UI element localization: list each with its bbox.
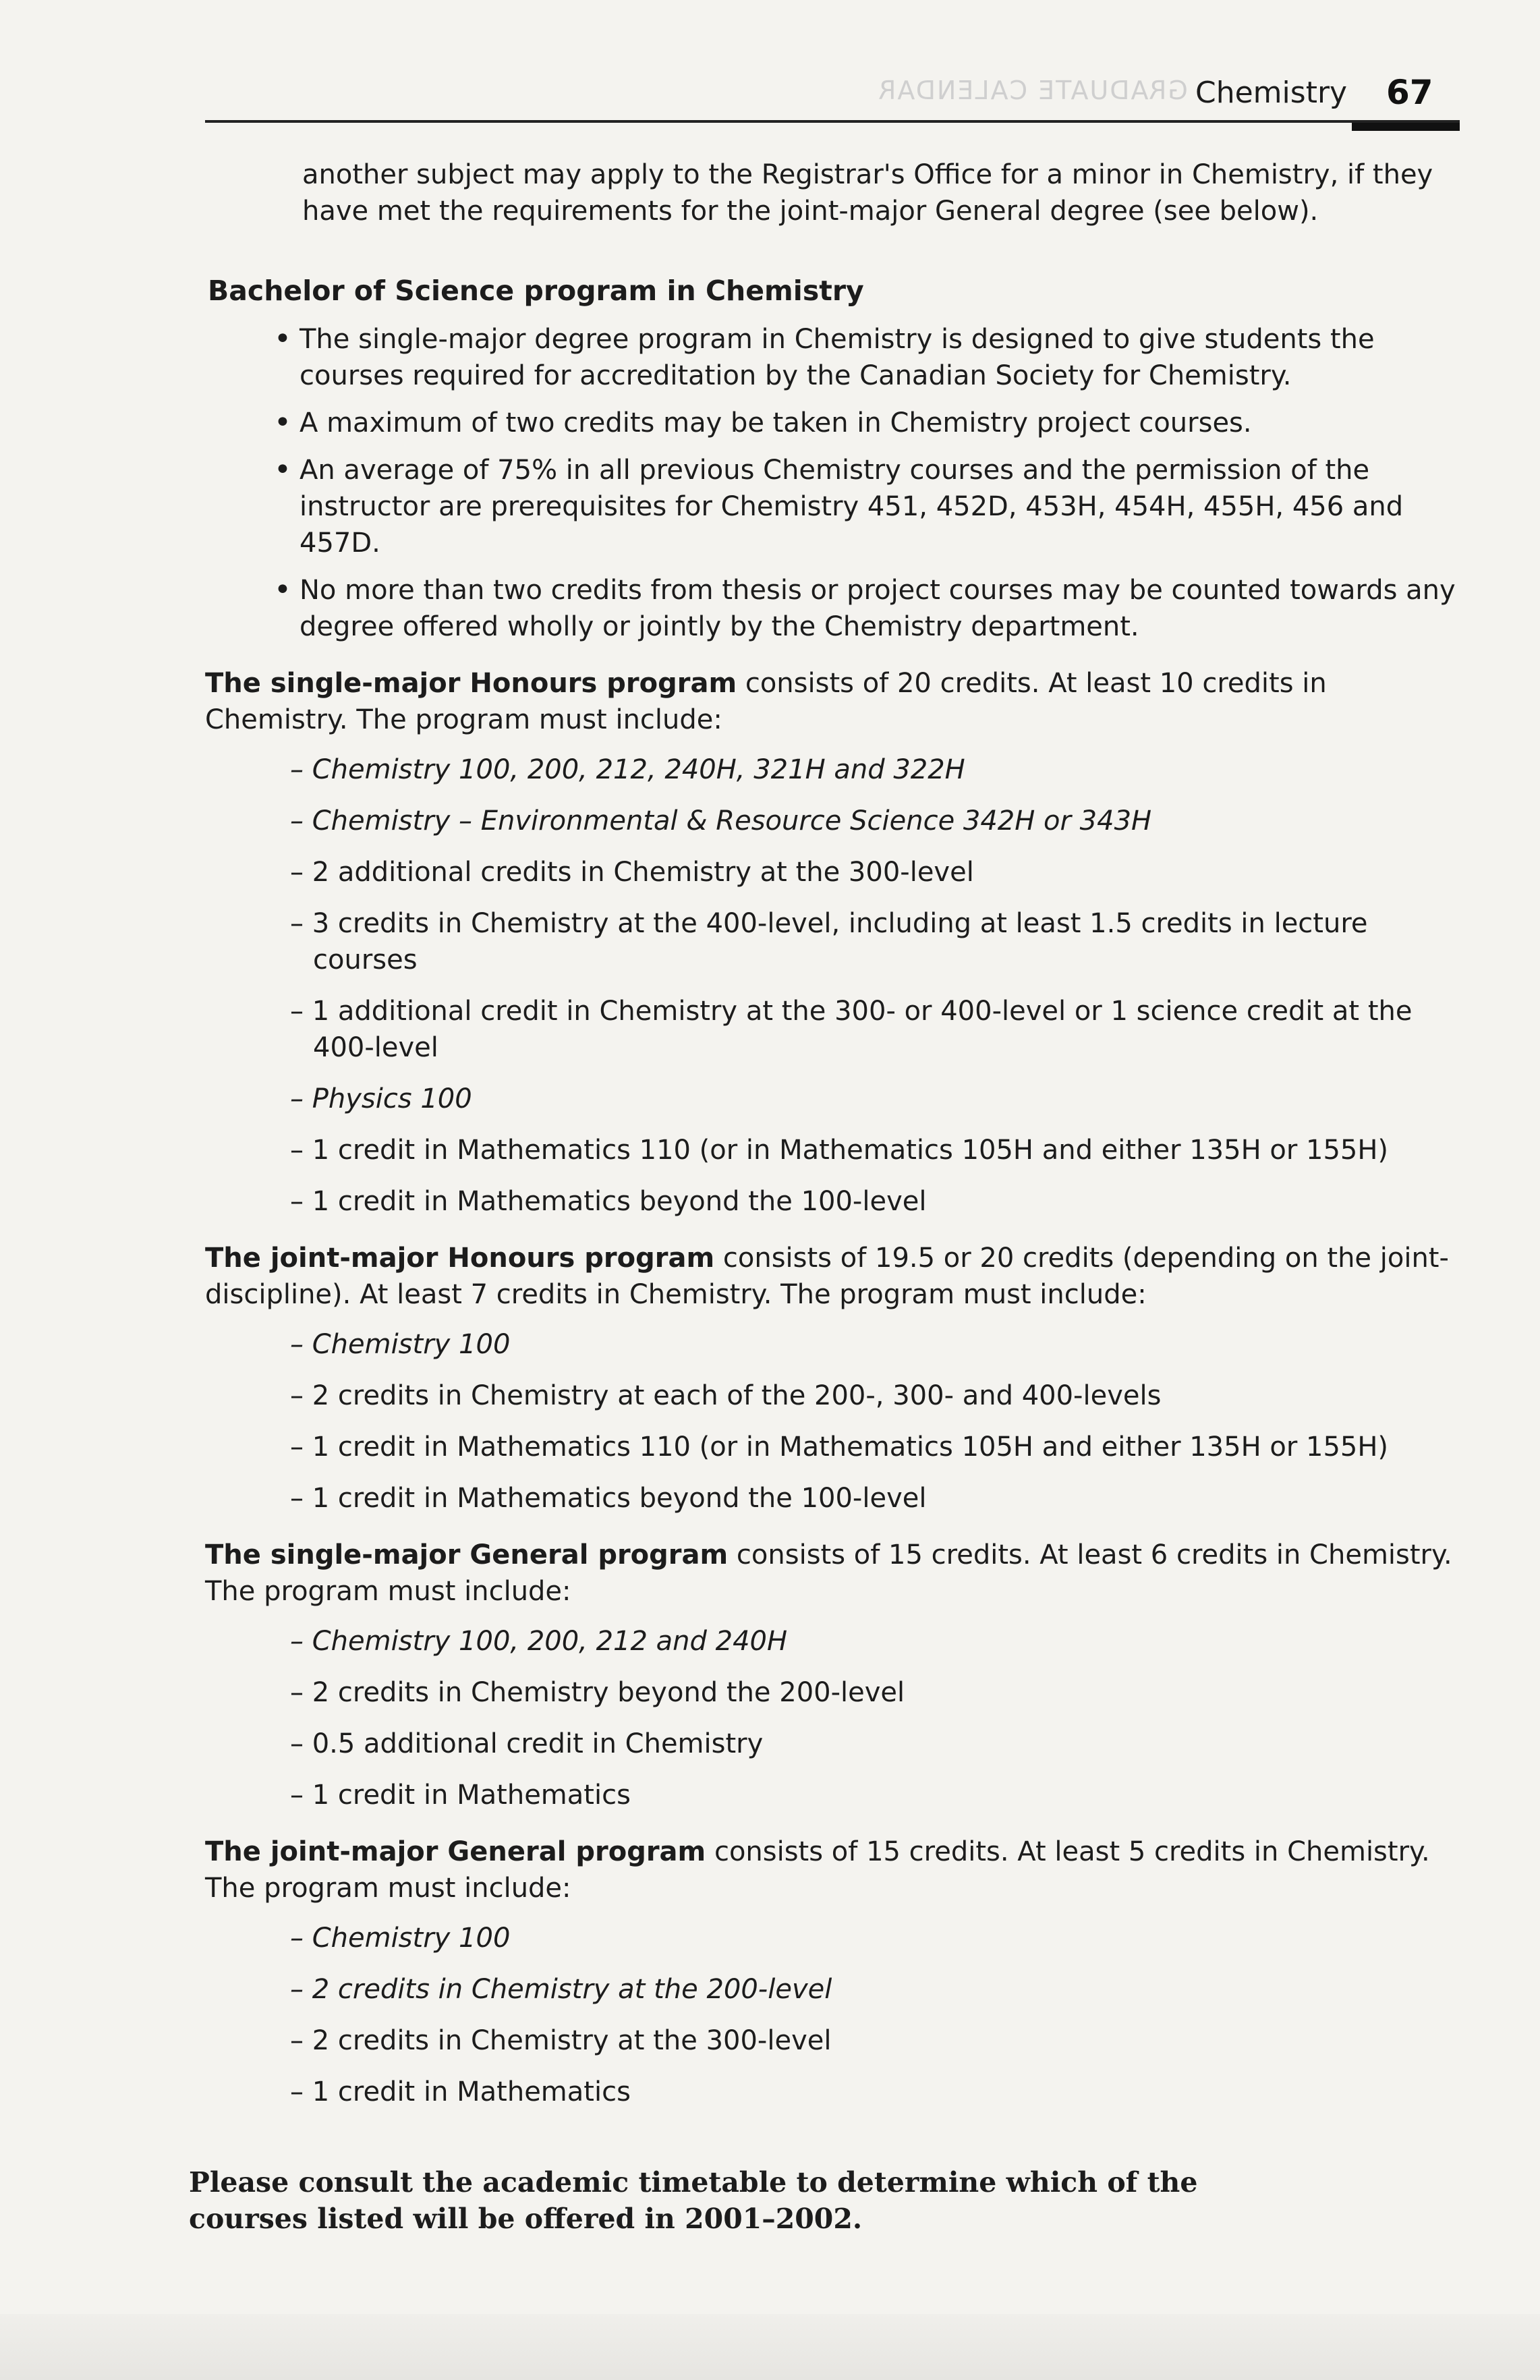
requirement-item: – Chemistry 100, 200, 212 and 240H (290, 1626, 788, 1657)
requirement-item: – 0.5 additional credit in Chemistry (290, 1728, 764, 1759)
program-title: The single-major General program (205, 1539, 729, 1570)
requirement-item: – 1 credit in Mathematics 110 (or in Mathematics 105H and either 135H or 155H) (290, 1135, 1389, 1166)
single-general-paragraph (205, 1537, 1471, 1610)
program-description: consists of 15 credits. At least 6 credits in Chemistry. The program must include: (205, 1539, 1452, 1607)
requirement-item: – Chemistry – Environmental & Resource Science 342H or 343H (290, 805, 1152, 837)
requirement-item: – 2 additional credits in Chemistry at the 300-level (290, 857, 974, 888)
requirement-item: – 1 credit in Mathematics beyond the 100-level (290, 1483, 927, 1514)
page-number: 67 (1386, 73, 1433, 112)
joint-general-paragraph (205, 1834, 1471, 1906)
requirement-item: – 1 credit in Mathematics (290, 2076, 631, 2107)
page-content (189, 157, 1471, 2237)
single-honours-requirements (189, 752, 1471, 1220)
requirement-item: – 1 credit in Mathematics (290, 1780, 631, 1811)
bullet-item: • No more than two credits from thesis or project courses may be counted towards any degree offered wholly or jointly by the Chemistry department. (300, 572, 1471, 645)
page-bottom-edge (0, 2314, 1540, 2380)
bullet-item: • The single-major degree program in Chemistry is designed to give students the courses required for accreditation by the Canadian Society for Chemistry. (300, 321, 1471, 394)
single-honours-paragraph (205, 665, 1471, 738)
requirement-item: – 2 credits in Chemistry at the 300-level (290, 2025, 832, 2056)
requirement-item: – Chemistry 100, 200, 212, 240H, 321H and 322H (290, 754, 965, 785)
joint-honours-requirements (189, 1326, 1471, 1517)
requirement-item: – 2 credits in Chemistry at the 200-level (290, 1974, 832, 2005)
bsc-bullet-list (189, 321, 1471, 645)
requirement-item: – 2 credits in Chemistry at each of the 200-, 300- and 400-levels (290, 1380, 1162, 1411)
requirement-item: – 2 credits in Chemistry beyond the 200-level (290, 1677, 905, 1708)
requirement-item: – Chemistry 100 (290, 1329, 511, 1360)
program-description: consists of 20 credits. At least 10 credits in Chemistry. The program must include: (205, 668, 1327, 735)
program-title: The single-major Honours program (205, 668, 737, 699)
running-header-mirrored: GRADUATE CALENDAR (877, 76, 1188, 105)
joint-general-requirements (189, 1920, 1471, 2110)
requirement-item: – Physics 100 (290, 1083, 472, 1114)
header-rule (205, 120, 1460, 123)
timetable-notice: Please consult the academic timetable to determine which of the courses listed will be offered in 2001–2002. (189, 2166, 1198, 2235)
requirement-item: – 1 additional credit in Chemistry at the 300- or 400-level or 1 science credit at the 400-level (290, 996, 1413, 1063)
requirement-item: – Chemistry 100 (290, 1923, 511, 1954)
bullet-item: • An average of 75% in all previous Chemistry courses and the permission of the instructor are prerequisites for Chemistry 451, 452D, 453H, 454H, 455H, 456 and 457D. (300, 452, 1471, 561)
intro-paragraph: another subject may apply to the Registrar's Office for a minor in Chemistry, if they have met the requirements for the joint-major General degree (see below). (302, 159, 1433, 227)
program-title: The joint-major General program (205, 1836, 706, 1867)
program-title: The joint-major Honours program (205, 1243, 715, 1274)
section-title: Chemistry (1195, 76, 1348, 110)
joint-honours-paragraph (205, 1240, 1471, 1313)
requirement-item: – 1 credit in Mathematics 110 (or in Mathematics 105H and either 135H or 155H) (290, 1432, 1389, 1463)
header-rule-tab (1352, 123, 1460, 131)
bullet-item: • A maximum of two credits may be taken in Chemistry project courses. (300, 405, 1471, 441)
requirement-item: – 3 credits in Chemistry at the 400-level, including at least 1.5 credits in lecture courses (290, 908, 1368, 975)
single-general-requirements (189, 1623, 1471, 1813)
program-description: consists of 15 credits. At least 5 credits in Chemistry. The program must include: (205, 1836, 1430, 1904)
program-description: consists of 19.5 or 20 credits (depending on the joint-discipline). At least 7 credits in Chemistry. The program must include: (205, 1243, 1449, 1310)
requirement-item: – 1 credit in Mathematics beyond the 100-level (290, 1186, 927, 1217)
bsc-heading: Bachelor of Science program in Chemistry (208, 275, 864, 307)
